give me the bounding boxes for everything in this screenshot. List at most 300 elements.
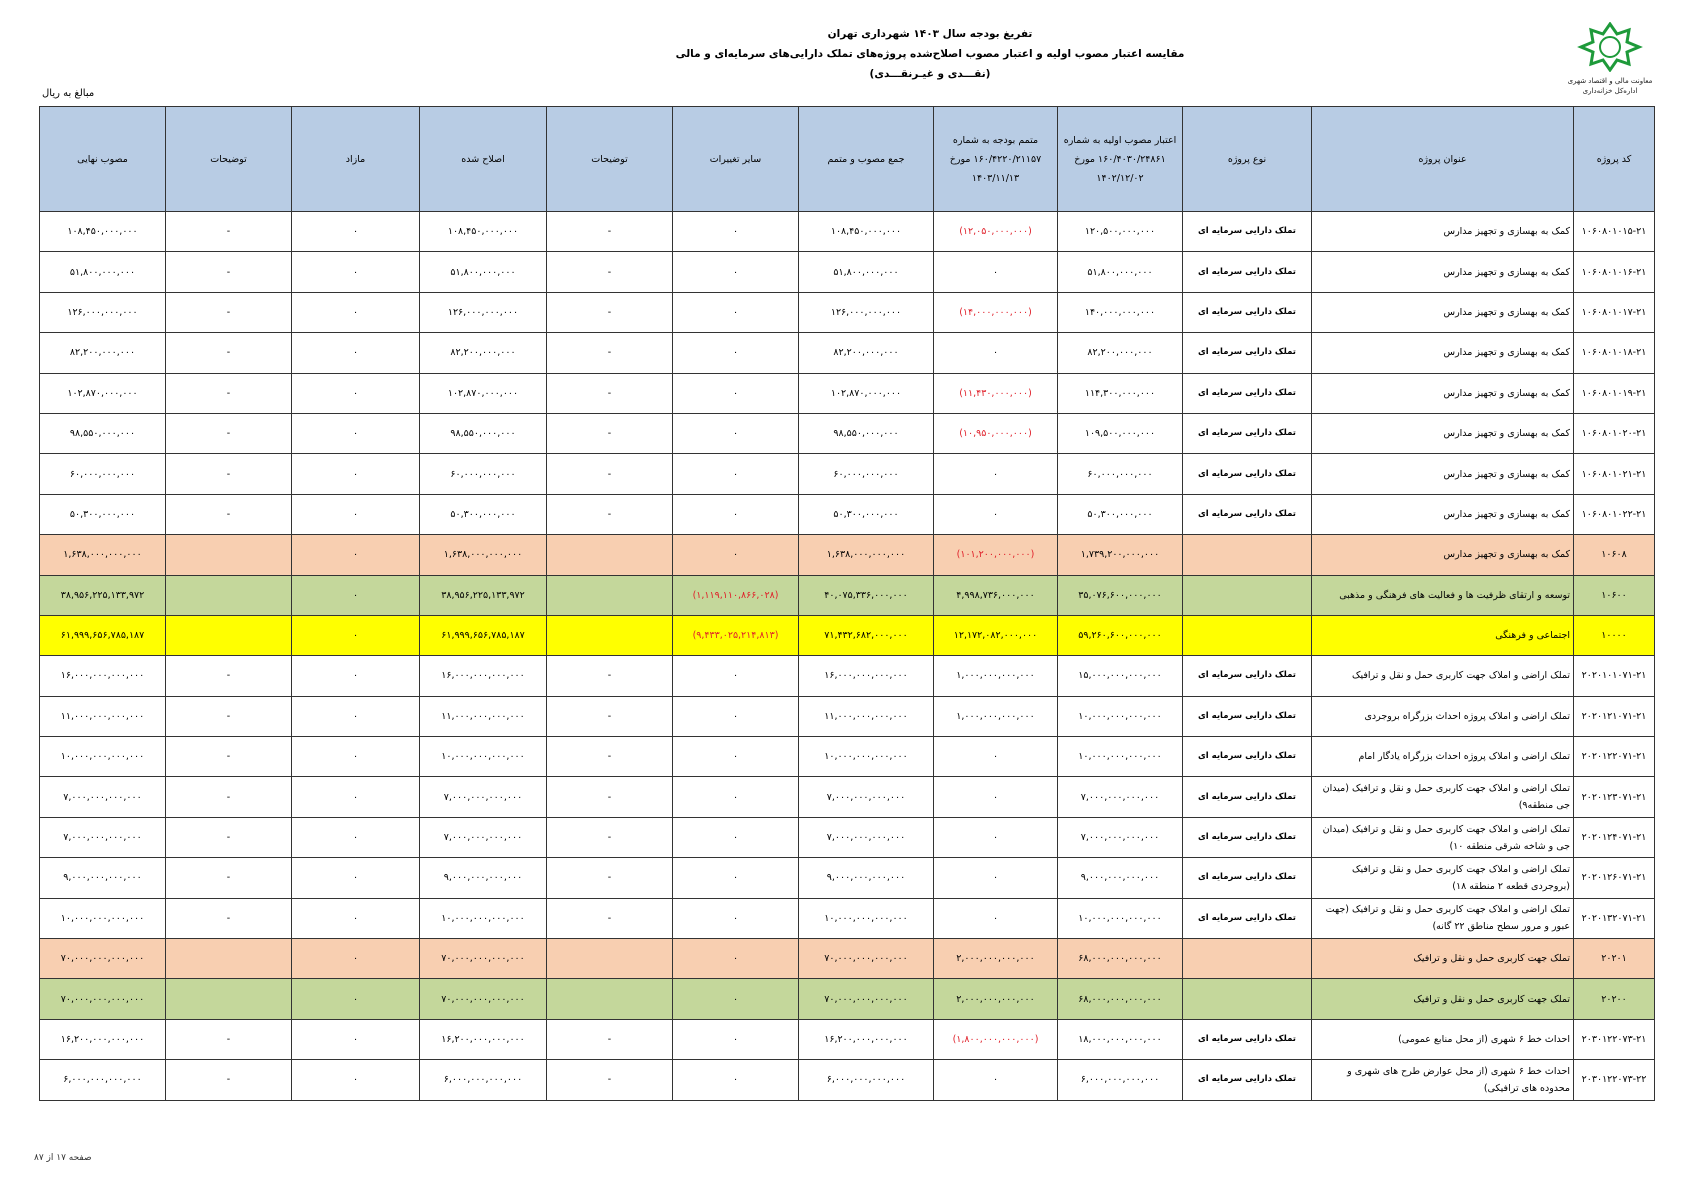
cell-other-changes: ۰	[673, 979, 799, 1019]
cell-project-code: ۱۰۶۰۸۰۱۰۲۰-۲۱	[1574, 413, 1655, 453]
column-header-approved-plus-supplement: جمع مصوب و متمم	[799, 107, 934, 212]
title-subtitle: مقایسه اعتبار مصوب اولیه و اعتبار مصوب اصلاح‌شده پروژه‌های تملک دارایی‌های سرمایه‌ای و مالی	[675, 48, 1185, 60]
cell-project-type: تملک دارایی سرمایه ای	[1183, 898, 1312, 938]
title-main: تفریغ بودجه سال ۱۴۰۳ شهرداری تهران	[827, 28, 1033, 40]
cell-final-approved: ۹۸,۵۵۰,۰۰۰,۰۰۰	[40, 413, 166, 453]
cell-final-approved: ۷۰,۰۰۰,۰۰۰,۰۰۰,۰۰۰	[40, 939, 166, 979]
table-row	[40, 252, 1655, 292]
column-header-supplementary-budget: متمم بودجه به شماره ۱۶۰/۴۲۲۰/۲۱۱۵۷ مورخ ۱۴۰۳/۱۱/۱۳	[934, 107, 1058, 212]
cell-surplus: ۰	[292, 413, 420, 453]
cell-project-code: ۲۰۲۰۱۲۶۰۷۱-۲۱	[1574, 858, 1655, 898]
table-row	[40, 696, 1655, 736]
cell-supplementary-budget: ۰	[934, 252, 1058, 292]
cell-remarks-2: -	[166, 898, 292, 938]
cell-project-code: ۲۰۲۰۱۳۲۰۷۱-۲۱	[1574, 898, 1655, 938]
cell-approved-plus-supplement: ۱۲۶,۰۰۰,۰۰۰,۰۰۰	[799, 292, 934, 332]
municipality-logo	[1565, 22, 1655, 96]
cell-initial-approved: ۷,۰۰۰,۰۰۰,۰۰۰,۰۰۰	[1058, 777, 1183, 817]
cell-remarks-2: -	[166, 1019, 292, 1059]
cell-supplementary-budget: ۰	[934, 858, 1058, 898]
cell-revised: ۳۸,۹۵۶,۲۲۵,۱۳۳,۹۷۲	[420, 575, 547, 615]
cell-initial-approved: ۷,۰۰۰,۰۰۰,۰۰۰,۰۰۰	[1058, 817, 1183, 857]
cell-remarks: -	[547, 413, 673, 453]
cell-remarks-2: -	[166, 656, 292, 696]
cell-revised: ۱۶,۲۰۰,۰۰۰,۰۰۰,۰۰۰	[420, 1019, 547, 1059]
cell-project-type: تملک دارایی سرمایه ای	[1183, 1019, 1312, 1059]
cell-initial-approved: ۱۰,۰۰۰,۰۰۰,۰۰۰,۰۰۰	[1058, 737, 1183, 777]
cell-project-type: تملک دارایی سرمایه ای	[1183, 737, 1312, 777]
cell-final-approved: ۱۰,۰۰۰,۰۰۰,۰۰۰,۰۰۰	[40, 898, 166, 938]
cell-project-code: ۱۰۶۰۸۰۱۰۱۶-۲۱	[1574, 252, 1655, 292]
cell-surplus: ۰	[292, 252, 420, 292]
cell-project-code: ۲۰۳۰۱۲۲۰۷۳-۲۱	[1574, 1019, 1655, 1059]
column-header-revised: اصلاح شده	[420, 107, 547, 212]
cell-final-approved: ۷,۰۰۰,۰۰۰,۰۰۰,۰۰۰	[40, 777, 166, 817]
cell-surplus: ۰	[292, 1060, 420, 1100]
cell-final-approved: ۶۱,۹۹۹,۶۵۶,۷۸۵,۱۸۷	[40, 615, 166, 655]
cell-initial-approved: ۸۲,۲۰۰,۰۰۰,۰۰۰	[1058, 333, 1183, 373]
cell-final-approved: ۶۰,۰۰۰,۰۰۰,۰۰۰	[40, 454, 166, 494]
cell-surplus: ۰	[292, 696, 420, 736]
cell-project-type: تملک دارایی سرمایه ای	[1183, 817, 1312, 857]
logo-line-2: اداره‌کل خزانه‌داری	[1582, 87, 1638, 95]
cell-final-approved: ۹,۰۰۰,۰۰۰,۰۰۰,۰۰۰	[40, 858, 166, 898]
cell-project-type: تملک دارایی سرمایه ای	[1183, 777, 1312, 817]
cell-supplementary-budget: ۰	[934, 1060, 1058, 1100]
cell-initial-approved: ۵۰,۳۰۰,۰۰۰,۰۰۰	[1058, 494, 1183, 534]
cell-surplus: ۰	[292, 777, 420, 817]
cell-remarks-2	[166, 535, 292, 575]
table-row	[40, 413, 1655, 453]
cell-approved-plus-supplement: ۷۰,۰۰۰,۰۰۰,۰۰۰,۰۰۰	[799, 979, 934, 1019]
cell-other-changes: ۰	[673, 817, 799, 857]
cell-project-code: ۲۰۲۰۱۲۲۰۷۱-۲۱	[1574, 737, 1655, 777]
cell-remarks	[547, 979, 673, 1019]
cell-initial-approved: ۱۸,۰۰۰,۰۰۰,۰۰۰,۰۰۰	[1058, 1019, 1183, 1059]
cell-remarks-2: -	[166, 858, 292, 898]
cell-remarks: -	[547, 292, 673, 332]
cell-revised: ۵۰,۳۰۰,۰۰۰,۰۰۰	[420, 494, 547, 534]
cell-approved-plus-supplement: ۷۰,۰۰۰,۰۰۰,۰۰۰,۰۰۰	[799, 939, 934, 979]
cell-surplus: ۰	[292, 615, 420, 655]
cell-project-title: کمک به بهسازی و تجهیز مدارس	[1312, 535, 1574, 575]
cell-project-type: تملک دارایی سرمایه ای	[1183, 454, 1312, 494]
table-row	[40, 777, 1655, 817]
table-row	[40, 494, 1655, 534]
cell-surplus: ۰	[292, 1019, 420, 1059]
cell-project-type: تملک دارایی سرمایه ای	[1183, 333, 1312, 373]
cell-remarks: -	[547, 817, 673, 857]
cell-initial-approved: ۱۰,۰۰۰,۰۰۰,۰۰۰,۰۰۰	[1058, 696, 1183, 736]
cell-project-title: تملک جهت کاربری حمل و نقل و ترافیک	[1312, 979, 1574, 1019]
cell-final-approved: ۱۰۸,۴۵۰,۰۰۰,۰۰۰	[40, 212, 166, 252]
cell-project-code: ۲۰۲۰۱۲۳۰۷۱-۲۱	[1574, 777, 1655, 817]
cell-approved-plus-supplement: ۱۶,۰۰۰,۰۰۰,۰۰۰,۰۰۰	[799, 656, 934, 696]
currency-unit-note: مبالغ به ریال	[42, 88, 95, 99]
budget-table	[39, 106, 1655, 1101]
cell-project-title: کمک به بهسازی و تجهیز مدارس	[1312, 494, 1574, 534]
cell-approved-plus-supplement: ۵۱,۸۰۰,۰۰۰,۰۰۰	[799, 252, 934, 292]
cell-project-code: ۱۰۶۰۸۰۱۰۱۵-۲۱	[1574, 212, 1655, 252]
table-row-subtotal	[40, 535, 1655, 575]
table-row	[40, 333, 1655, 373]
cell-final-approved: ۷,۰۰۰,۰۰۰,۰۰۰,۰۰۰	[40, 817, 166, 857]
cell-initial-approved: ۶۰,۰۰۰,۰۰۰,۰۰۰	[1058, 454, 1183, 494]
cell-remarks: -	[547, 696, 673, 736]
cell-project-code: ۱۰۶۰۸۰۱۰۲۲-۲۱	[1574, 494, 1655, 534]
cell-approved-plus-supplement: ۶۰,۰۰۰,۰۰۰,۰۰۰	[799, 454, 934, 494]
cell-surplus: ۰	[292, 454, 420, 494]
cell-final-approved: ۱۶,۰۰۰,۰۰۰,۰۰۰,۰۰۰	[40, 656, 166, 696]
cell-remarks-2: -	[166, 454, 292, 494]
cell-remarks-2: -	[166, 333, 292, 373]
table-row	[40, 212, 1655, 252]
table-row-subtotal	[40, 939, 1655, 979]
cell-project-type	[1183, 575, 1312, 615]
cell-project-title: احداث خط ۶ شهری (از محل عوارض طرح های شهری و محدوده های ترافیکی)	[1312, 1060, 1574, 1100]
cell-surplus: ۰	[292, 656, 420, 696]
cell-remarks: -	[547, 494, 673, 534]
cell-project-code: ۲۰۲۰۱۰۱۰۷۱-۲۱	[1574, 656, 1655, 696]
cell-project-title: تملک اراضی و املاک جهت کاربری حمل و نقل و ترافیک (جهت عبور و مرور سطح مناطق ۲۲ گانه)	[1312, 898, 1574, 938]
cell-surplus: ۰	[292, 898, 420, 938]
cell-remarks: -	[547, 898, 673, 938]
cell-project-type: تملک دارایی سرمایه ای	[1183, 696, 1312, 736]
cell-final-approved: ۵۱,۸۰۰,۰۰۰,۰۰۰	[40, 252, 166, 292]
cell-project-code: ۱۰۶۰۸۰۱۰۱۸-۲۱	[1574, 333, 1655, 373]
table-row-subtotal	[40, 575, 1655, 615]
column-header-project-title: عنوان پروژه	[1312, 107, 1574, 212]
cell-project-code: ۲۰۳۰۱۲۲۰۷۳-۲۲	[1574, 1060, 1655, 1100]
cell-supplementary-budget: ۰	[934, 777, 1058, 817]
table-row	[40, 292, 1655, 332]
cell-remarks	[547, 939, 673, 979]
cell-remarks-2: -	[166, 494, 292, 534]
cell-project-type: تملک دارایی سرمایه ای	[1183, 656, 1312, 696]
cell-project-type	[1183, 535, 1312, 575]
cell-project-title: احداث خط ۶ شهری (از محل منابع عمومی)	[1312, 1019, 1574, 1059]
cell-surplus: ۰	[292, 292, 420, 332]
cell-final-approved: ۵۰,۳۰۰,۰۰۰,۰۰۰	[40, 494, 166, 534]
cell-surplus: ۰	[292, 939, 420, 979]
cell-supplementary-budget: (۱۴,۰۰۰,۰۰۰,۰۰۰)	[934, 292, 1058, 332]
cell-project-title: کمک به بهسازی و تجهیز مدارس	[1312, 333, 1574, 373]
cell-final-approved: ۱۰,۰۰۰,۰۰۰,۰۰۰,۰۰۰	[40, 737, 166, 777]
cell-other-changes: ۰	[673, 656, 799, 696]
cell-supplementary-budget: ۰	[934, 817, 1058, 857]
cell-other-changes: (۱,۱۱۹,۱۱۰,۸۶۶,۰۲۸)	[673, 575, 799, 615]
cell-surplus: ۰	[292, 979, 420, 1019]
cell-project-title: کمک به بهسازی و تجهیز مدارس	[1312, 252, 1574, 292]
cell-supplementary-budget: ۰	[934, 898, 1058, 938]
table-body	[40, 212, 1655, 1101]
logo-line-1: معاونت مالی و اقتصاد شهری	[1567, 77, 1653, 85]
cell-initial-approved: ۱۱۴,۳۰۰,۰۰۰,۰۰۰	[1058, 373, 1183, 413]
cell-supplementary-budget: (۱,۸۰۰,۰۰۰,۰۰۰,۰۰۰)	[934, 1019, 1058, 1059]
cell-final-approved: ۷۰,۰۰۰,۰۰۰,۰۰۰,۰۰۰	[40, 979, 166, 1019]
table-row	[40, 373, 1655, 413]
cell-remarks-2: -	[166, 413, 292, 453]
cell-revised: ۷۰,۰۰۰,۰۰۰,۰۰۰,۰۰۰	[420, 939, 547, 979]
cell-project-code: ۲۰۲۰۱۲۴۰۷۱-۲۱	[1574, 817, 1655, 857]
cell-project-title: کمک به بهسازی و تجهیز مدارس	[1312, 373, 1574, 413]
cell-initial-approved: ۵۱,۸۰۰,۰۰۰,۰۰۰	[1058, 252, 1183, 292]
cell-approved-plus-supplement: ۵۰,۳۰۰,۰۰۰,۰۰۰	[799, 494, 934, 534]
cell-supplementary-budget: ۱,۰۰۰,۰۰۰,۰۰۰,۰۰۰	[934, 656, 1058, 696]
cell-project-type: تملک دارایی سرمایه ای	[1183, 252, 1312, 292]
cell-supplementary-budget: ۱,۰۰۰,۰۰۰,۰۰۰,۰۰۰	[934, 696, 1058, 736]
cell-approved-plus-supplement: ۱۰۸,۴۵۰,۰۰۰,۰۰۰	[799, 212, 934, 252]
cell-remarks-2	[166, 939, 292, 979]
cell-surplus: ۰	[292, 212, 420, 252]
cell-revised: ۱۱,۰۰۰,۰۰۰,۰۰۰,۰۰۰	[420, 696, 547, 736]
cell-initial-approved: ۱۵,۰۰۰,۰۰۰,۰۰۰,۰۰۰	[1058, 656, 1183, 696]
cell-approved-plus-supplement: ۸۲,۲۰۰,۰۰۰,۰۰۰	[799, 333, 934, 373]
cell-other-changes: ۰	[673, 535, 799, 575]
cell-remarks-2: -	[166, 252, 292, 292]
cell-remarks	[547, 575, 673, 615]
table-row	[40, 898, 1655, 938]
cell-project-code: ۱۰۰۰۰	[1574, 615, 1655, 655]
tehran-municipality-emblem-icon	[1577, 22, 1643, 72]
cell-final-approved: ۱۰۲,۸۷۰,۰۰۰,۰۰۰	[40, 373, 166, 413]
cell-supplementary-budget: ۲,۰۰۰,۰۰۰,۰۰۰,۰۰۰	[934, 939, 1058, 979]
cell-project-code: ۱۰۶۰۰	[1574, 575, 1655, 615]
table-row	[40, 858, 1655, 898]
cell-project-type	[1183, 615, 1312, 655]
cell-remarks-2	[166, 575, 292, 615]
cell-project-type: تملک دارایی سرمایه ای	[1183, 1060, 1312, 1100]
cell-supplementary-budget: (۱۱,۴۳۰,۰۰۰,۰۰۰)	[934, 373, 1058, 413]
cell-project-title: کمک به بهسازی و تجهیز مدارس	[1312, 413, 1574, 453]
cell-final-approved: ۱۶,۲۰۰,۰۰۰,۰۰۰,۰۰۰	[40, 1019, 166, 1059]
cell-project-type: تملک دارایی سرمایه ای	[1183, 373, 1312, 413]
cell-project-title: تملک اراضی و املاک جهت کاربری حمل و نقل و ترافیک (بروجردی قطعه ۲ منطقه ۱۸)	[1312, 858, 1574, 898]
cell-surplus: ۰	[292, 373, 420, 413]
cell-remarks	[547, 615, 673, 655]
cell-revised: ۷,۰۰۰,۰۰۰,۰۰۰,۰۰۰	[420, 777, 547, 817]
cell-project-code: ۱۰۶۰۸۰۱۰۲۱-۲۱	[1574, 454, 1655, 494]
cell-supplementary-budget: (۱۰۱,۲۰۰,۰۰۰,۰۰۰)	[934, 535, 1058, 575]
cell-revised: ۱۶,۰۰۰,۰۰۰,۰۰۰,۰۰۰	[420, 656, 547, 696]
cell-approved-plus-supplement: ۹,۰۰۰,۰۰۰,۰۰۰,۰۰۰	[799, 858, 934, 898]
cell-project-code: ۲۰۲۰۰	[1574, 979, 1655, 1019]
cell-remarks: -	[547, 333, 673, 373]
cell-project-type: تملک دارایی سرمایه ای	[1183, 212, 1312, 252]
cell-approved-plus-supplement: ۱۰۲,۸۷۰,۰۰۰,۰۰۰	[799, 373, 934, 413]
cell-surplus: ۰	[292, 817, 420, 857]
cell-initial-approved: ۱۲۰,۵۰۰,۰۰۰,۰۰۰	[1058, 212, 1183, 252]
cell-other-changes: ۰	[673, 939, 799, 979]
cell-revised: ۵۱,۸۰۰,۰۰۰,۰۰۰	[420, 252, 547, 292]
cell-revised: ۷۰,۰۰۰,۰۰۰,۰۰۰,۰۰۰	[420, 979, 547, 1019]
cell-revised: ۸۲,۲۰۰,۰۰۰,۰۰۰	[420, 333, 547, 373]
table-row	[40, 656, 1655, 696]
cell-surplus: ۰	[292, 535, 420, 575]
page-number: صفحه ۱۷ از ۸۷	[34, 1153, 92, 1163]
cell-surplus: ۰	[292, 333, 420, 373]
cell-final-approved: ۱,۶۳۸,۰۰۰,۰۰۰,۰۰۰	[40, 535, 166, 575]
cell-other-changes: ۰	[673, 1019, 799, 1059]
cell-project-title: اجتماعی و فرهنگی	[1312, 615, 1574, 655]
column-header-project-type: نوع پروژه	[1183, 107, 1312, 212]
cell-supplementary-budget: ۰	[934, 494, 1058, 534]
cell-approved-plus-supplement: ۱۱,۰۰۰,۰۰۰,۰۰۰,۰۰۰	[799, 696, 934, 736]
cell-project-type: تملک دارایی سرمایه ای	[1183, 494, 1312, 534]
cell-revised: ۹,۰۰۰,۰۰۰,۰۰۰,۰۰۰	[420, 858, 547, 898]
cell-other-changes: ۰	[673, 1060, 799, 1100]
table-row	[40, 454, 1655, 494]
cell-other-changes: ۰	[673, 333, 799, 373]
cell-initial-approved: ۱,۷۳۹,۲۰۰,۰۰۰,۰۰۰	[1058, 535, 1183, 575]
cell-revised: ۶۰,۰۰۰,۰۰۰,۰۰۰	[420, 454, 547, 494]
cell-initial-approved: ۳۵,۰۷۶,۶۰۰,۰۰۰,۰۰۰	[1058, 575, 1183, 615]
cell-remarks: -	[547, 858, 673, 898]
cell-project-title: توسعه و ارتقای ظرفیت ها و فعالیت های فرهنگی و مذهبی	[1312, 575, 1574, 615]
cell-initial-approved: ۱۴۰,۰۰۰,۰۰۰,۰۰۰	[1058, 292, 1183, 332]
cell-supplementary-budget: ۰	[934, 737, 1058, 777]
cell-supplementary-budget: ۲,۰۰۰,۰۰۰,۰۰۰,۰۰۰	[934, 979, 1058, 1019]
cell-approved-plus-supplement: ۷,۰۰۰,۰۰۰,۰۰۰,۰۰۰	[799, 817, 934, 857]
cell-project-type	[1183, 939, 1312, 979]
cell-revised: ۱,۶۳۸,۰۰۰,۰۰۰,۰۰۰	[420, 535, 547, 575]
title-cash-noncash: (نقـــدی و غیـرنقـــدی)	[869, 68, 991, 80]
cell-supplementary-budget: ۰	[934, 454, 1058, 494]
cell-revised: ۱۰۸,۴۵۰,۰۰۰,۰۰۰	[420, 212, 547, 252]
cell-approved-plus-supplement: ۱۰,۰۰۰,۰۰۰,۰۰۰,۰۰۰	[799, 737, 934, 777]
cell-project-title: کمک به بهسازی و تجهیز مدارس	[1312, 292, 1574, 332]
cell-project-title: تملک اراضی و املاک پروژه احداث بزرگراه یادگار امام	[1312, 737, 1574, 777]
cell-initial-approved: ۱۰,۰۰۰,۰۰۰,۰۰۰,۰۰۰	[1058, 898, 1183, 938]
cell-other-changes: ۰	[673, 898, 799, 938]
cell-project-code: ۱۰۶۰۸	[1574, 535, 1655, 575]
cell-project-title: تملک جهت کاربری حمل و نقل و ترافیک	[1312, 939, 1574, 979]
cell-initial-approved: ۶۸,۰۰۰,۰۰۰,۰۰۰,۰۰۰	[1058, 979, 1183, 1019]
document-titles	[600, 24, 1260, 84]
cell-final-approved: ۱۲۶,۰۰۰,۰۰۰,۰۰۰	[40, 292, 166, 332]
cell-remarks: -	[547, 656, 673, 696]
cell-project-code: ۱۰۶۰۸۰۱۰۱۷-۲۱	[1574, 292, 1655, 332]
cell-revised: ۶,۰۰۰,۰۰۰,۰۰۰,۰۰۰	[420, 1060, 547, 1100]
cell-other-changes: ۰	[673, 737, 799, 777]
cell-initial-approved: ۵۹,۲۶۰,۶۰۰,۰۰۰,۰۰۰	[1058, 615, 1183, 655]
cell-revised: ۶۱,۹۹۹,۶۵۶,۷۸۵,۱۸۷	[420, 615, 547, 655]
column-header-initial-approved: اعتبار مصوب اولیه به شماره ۱۶۰/۴۰۳۰/۲۴۸۶۱ مورخ ۱۴۰۲/۱۲/۰۲	[1058, 107, 1183, 212]
cell-other-changes: ۰	[673, 777, 799, 817]
cell-final-approved: ۶,۰۰۰,۰۰۰,۰۰۰,۰۰۰	[40, 1060, 166, 1100]
table-row	[40, 817, 1655, 857]
cell-revised: ۱۰,۰۰۰,۰۰۰,۰۰۰,۰۰۰	[420, 737, 547, 777]
cell-other-changes: ۰	[673, 212, 799, 252]
table-row	[40, 737, 1655, 777]
cell-approved-plus-supplement: ۱۶,۲۰۰,۰۰۰,۰۰۰,۰۰۰	[799, 1019, 934, 1059]
cell-project-code: ۲۰۲۰۱	[1574, 939, 1655, 979]
cell-remarks: -	[547, 737, 673, 777]
cell-other-changes: ۰	[673, 292, 799, 332]
cell-remarks-2	[166, 979, 292, 1019]
cell-remarks-2	[166, 615, 292, 655]
cell-other-changes: (۹,۴۳۳,۰۲۵,۲۱۴,۸۱۳)	[673, 615, 799, 655]
table-row-subtotal	[40, 979, 1655, 1019]
cell-surplus: ۰	[292, 737, 420, 777]
cell-approved-plus-supplement: ۷۱,۴۳۲,۶۸۲,۰۰۰,۰۰۰	[799, 615, 934, 655]
table-row	[40, 1060, 1655, 1100]
cell-remarks: -	[547, 1019, 673, 1059]
cell-revised: ۷,۰۰۰,۰۰۰,۰۰۰,۰۰۰	[420, 817, 547, 857]
cell-project-type: تملک دارایی سرمایه ای	[1183, 858, 1312, 898]
cell-remarks: -	[547, 454, 673, 494]
cell-remarks-2: -	[166, 817, 292, 857]
cell-initial-approved: ۶۸,۰۰۰,۰۰۰,۰۰۰,۰۰۰	[1058, 939, 1183, 979]
cell-project-type: تملک دارایی سرمایه ای	[1183, 413, 1312, 453]
cell-project-code: ۱۰۶۰۸۰۱۰۱۹-۲۱	[1574, 373, 1655, 413]
cell-supplementary-budget: (۱۰,۹۵۰,۰۰۰,۰۰۰)	[934, 413, 1058, 453]
cell-other-changes: ۰	[673, 696, 799, 736]
cell-remarks: -	[547, 212, 673, 252]
table-row	[40, 1019, 1655, 1059]
cell-other-changes: ۰	[673, 252, 799, 292]
table-row-subtotal	[40, 615, 1655, 655]
cell-remarks: -	[547, 1060, 673, 1100]
cell-project-title: کمک به بهسازی و تجهیز مدارس	[1312, 212, 1574, 252]
column-header-remarks-2: توضیحات	[166, 107, 292, 212]
column-header-remarks: توضیحات	[547, 107, 673, 212]
column-header-other-changes: سایر تغییرات	[673, 107, 799, 212]
cell-remarks-2: -	[166, 696, 292, 736]
cell-supplementary-budget: ۰	[934, 333, 1058, 373]
cell-approved-plus-supplement: ۷,۰۰۰,۰۰۰,۰۰۰,۰۰۰	[799, 777, 934, 817]
cell-revised: ۹۸,۵۵۰,۰۰۰,۰۰۰	[420, 413, 547, 453]
cell-revised: ۱۰,۰۰۰,۰۰۰,۰۰۰,۰۰۰	[420, 898, 547, 938]
cell-other-changes: ۰	[673, 858, 799, 898]
cell-final-approved: ۸۲,۲۰۰,۰۰۰,۰۰۰	[40, 333, 166, 373]
cell-project-title: تملک اراضی و املاک جهت کاربری حمل و نقل و ترافیک	[1312, 656, 1574, 696]
cell-final-approved: ۳۸,۹۵۶,۲۲۵,۱۳۳,۹۷۲	[40, 575, 166, 615]
cell-final-approved: ۱۱,۰۰۰,۰۰۰,۰۰۰,۰۰۰	[40, 696, 166, 736]
cell-initial-approved: ۶,۰۰۰,۰۰۰,۰۰۰,۰۰۰	[1058, 1060, 1183, 1100]
cell-remarks-2: -	[166, 373, 292, 413]
cell-remarks-2: -	[166, 292, 292, 332]
cell-other-changes: ۰	[673, 454, 799, 494]
column-header-final-approved: مصوب نهایی	[40, 107, 166, 212]
cell-approved-plus-supplement: ۱,۶۳۸,۰۰۰,۰۰۰,۰۰۰	[799, 535, 934, 575]
cell-remarks	[547, 535, 673, 575]
cell-project-title: تملک اراضی و املاک جهت کاربری حمل و نقل و ترافیک (میدان جی منطقه۹)	[1312, 777, 1574, 817]
cell-revised: ۱۲۶,۰۰۰,۰۰۰,۰۰۰	[420, 292, 547, 332]
cell-approved-plus-supplement: ۱۰,۰۰۰,۰۰۰,۰۰۰,۰۰۰	[799, 898, 934, 938]
cell-project-code: ۲۰۲۰۱۲۱۰۷۱-۲۱	[1574, 696, 1655, 736]
cell-supplementary-budget: ۴,۹۹۸,۷۳۶,۰۰۰,۰۰۰	[934, 575, 1058, 615]
cell-approved-plus-supplement: ۶,۰۰۰,۰۰۰,۰۰۰,۰۰۰	[799, 1060, 934, 1100]
cell-other-changes: ۰	[673, 413, 799, 453]
cell-remarks-2: -	[166, 777, 292, 817]
cell-revised: ۱۰۲,۸۷۰,۰۰۰,۰۰۰	[420, 373, 547, 413]
cell-surplus: ۰	[292, 858, 420, 898]
cell-other-changes: ۰	[673, 494, 799, 534]
table-header-row	[40, 107, 1655, 212]
cell-initial-approved: ۹,۰۰۰,۰۰۰,۰۰۰,۰۰۰	[1058, 858, 1183, 898]
cell-project-type	[1183, 979, 1312, 1019]
cell-remarks: -	[547, 252, 673, 292]
cell-project-title: کمک به بهسازی و تجهیز مدارس	[1312, 454, 1574, 494]
cell-surplus: ۰	[292, 494, 420, 534]
cell-project-title: تملک اراضی و املاک پروژه احداث بزرگراه بروجردی	[1312, 696, 1574, 736]
cell-approved-plus-supplement: ۹۸,۵۵۰,۰۰۰,۰۰۰	[799, 413, 934, 453]
cell-remarks: -	[547, 373, 673, 413]
cell-remarks-2: -	[166, 1060, 292, 1100]
cell-other-changes: ۰	[673, 373, 799, 413]
cell-remarks-2: -	[166, 212, 292, 252]
